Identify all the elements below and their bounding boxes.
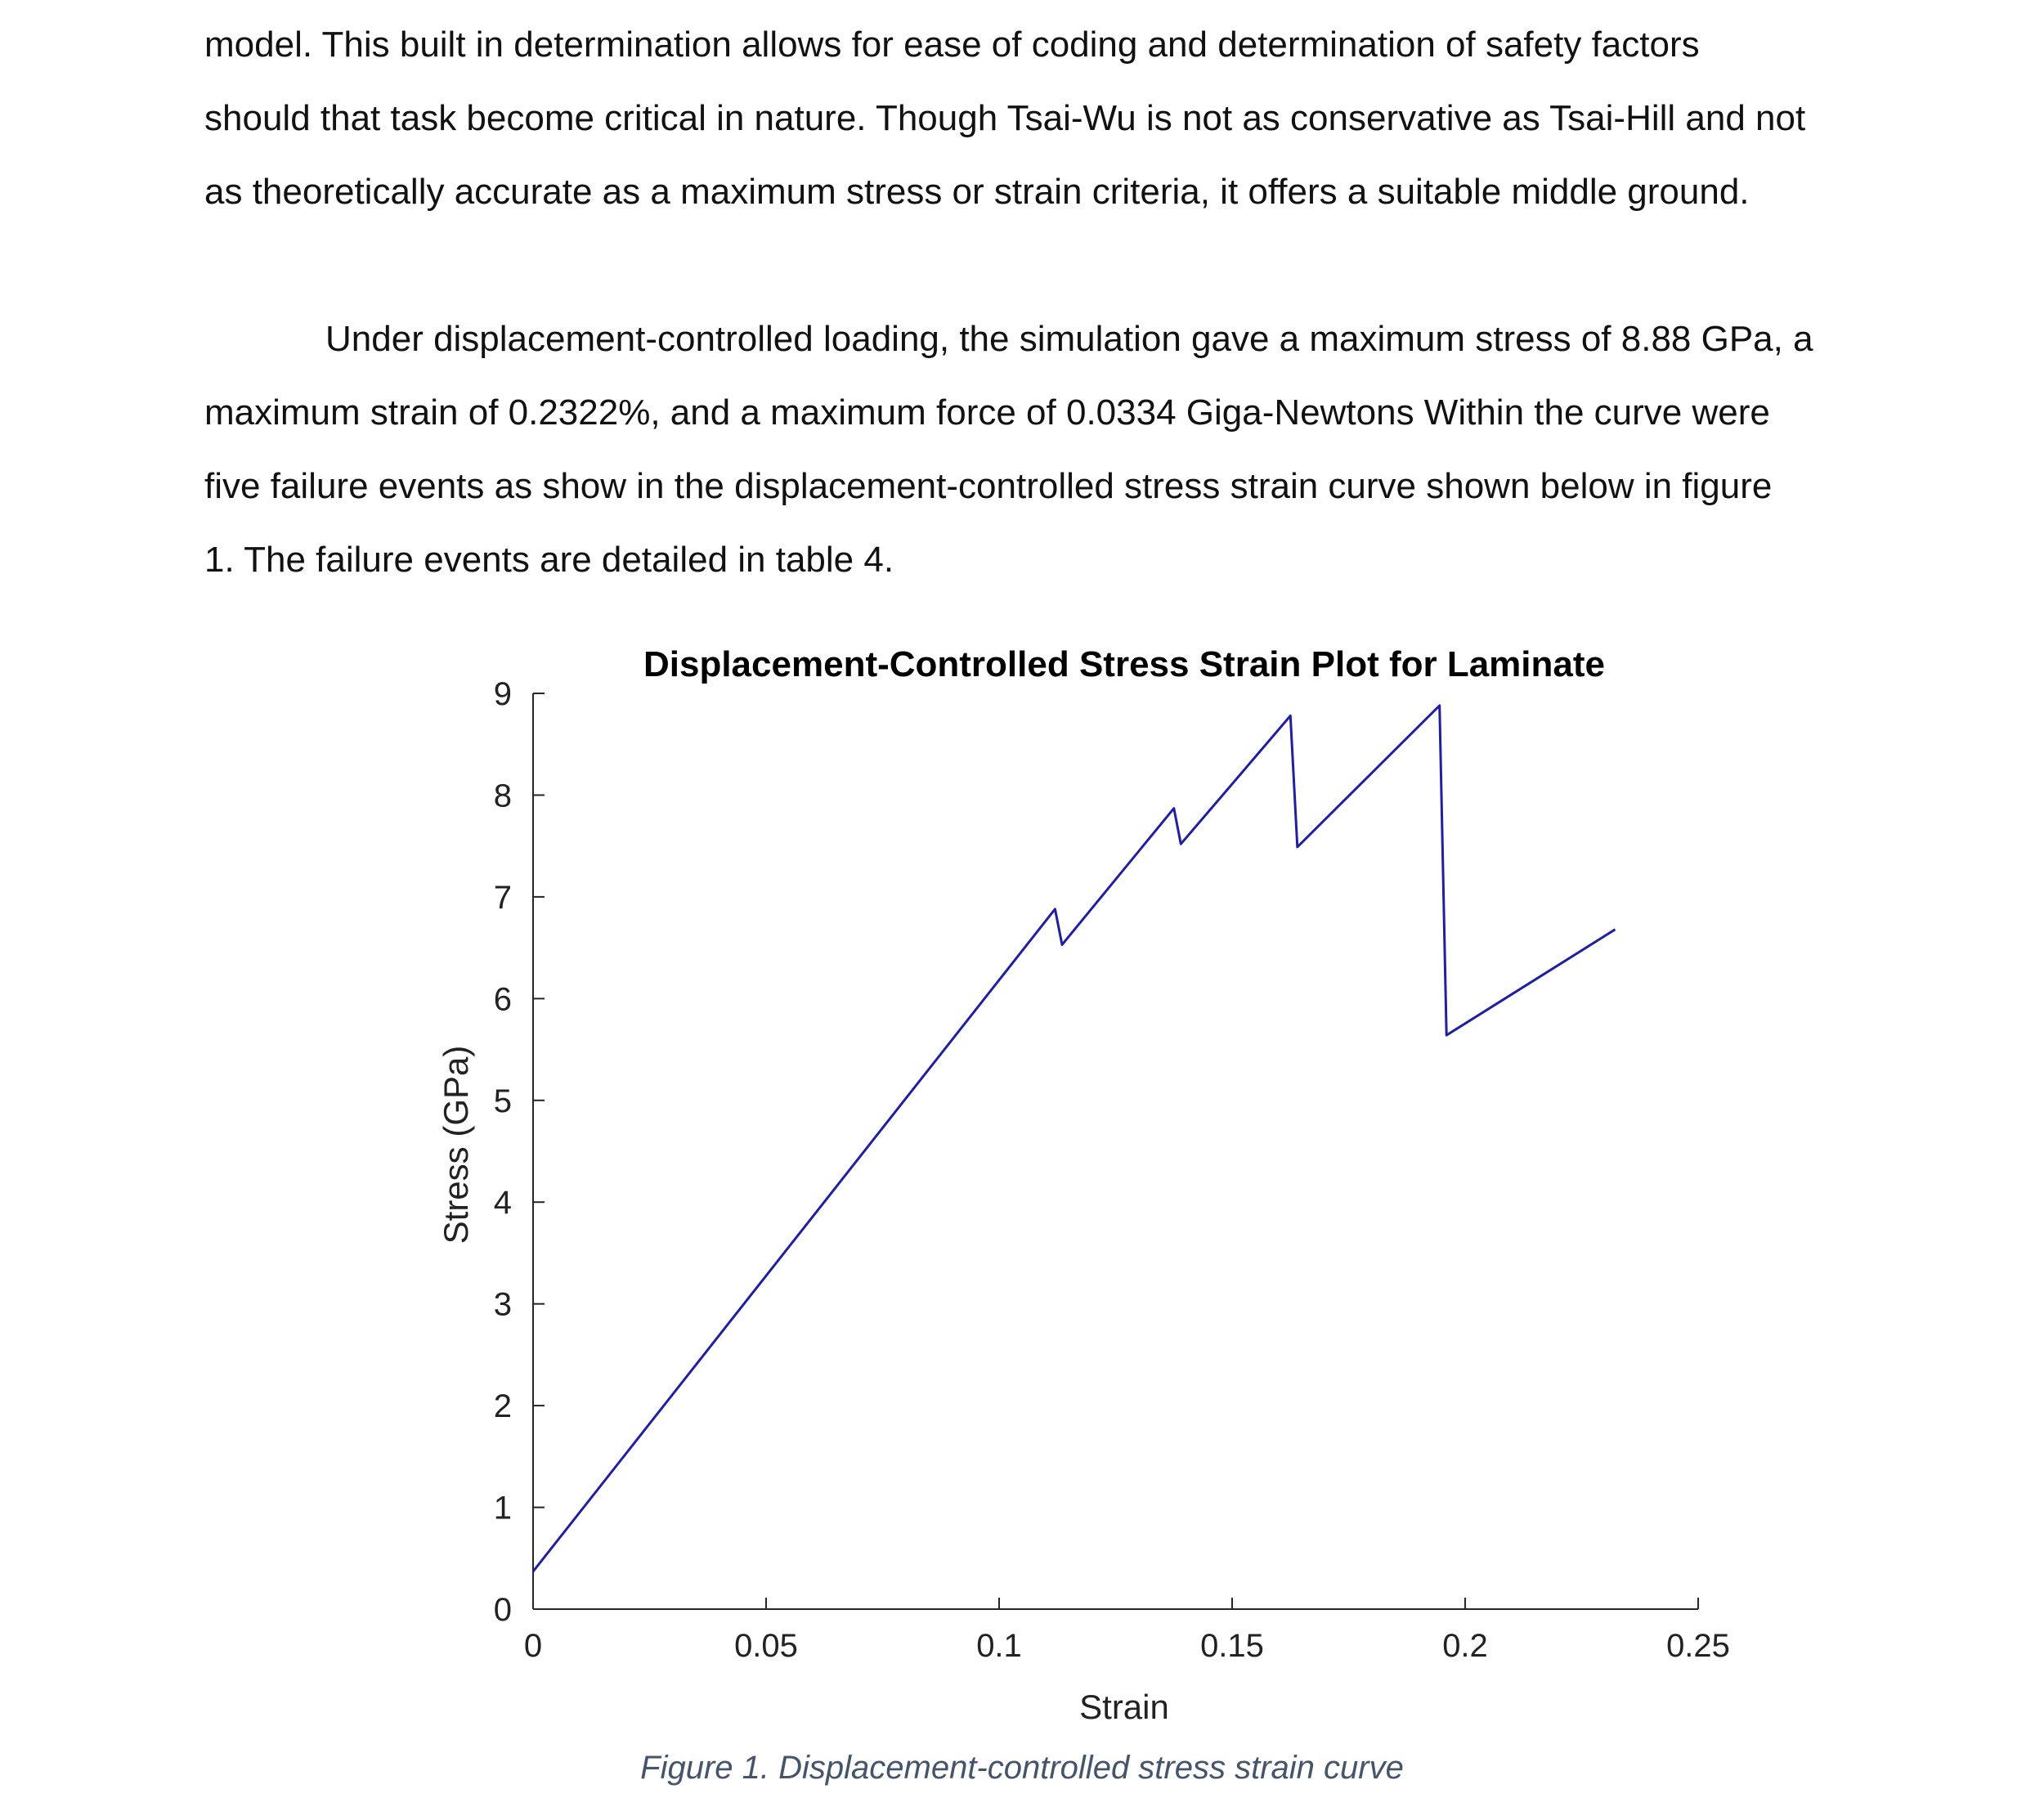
chart-title: Displacement-Controlled Stress Strain Plot for Laminate	[643, 644, 1606, 684]
stress-strain-chart	[425, 630, 1750, 1750]
paragraph-2-line: Under displacement-controlled loading, the simulation gave a maximum stress of 8.88 GPa, a	[325, 319, 1813, 359]
paragraph-2	[204, 303, 1880, 597]
x-tick-label: 0.15	[1200, 1628, 1264, 1664]
chart-series	[533, 706, 1616, 1572]
y-tick-label: 4	[493, 1185, 512, 1222]
x-tick-label: 0	[523, 1628, 543, 1664]
y-tick-label: 3	[493, 1286, 512, 1323]
y-tick-label: 6	[493, 981, 512, 1018]
y-axis-label: Stress (GPa)	[437, 1045, 475, 1244]
y-tick-label: 8	[493, 778, 512, 814]
paragraph-1-line: as theoretically accurate as a maximum stress or strain criteria, it offers a suitable middle ground.	[204, 172, 1750, 212]
y-tick-label: 1	[493, 1490, 512, 1527]
chart-ticks	[494, 676, 1730, 1664]
x-tick-label: 0.1	[976, 1628, 1022, 1664]
y-tick-label: 2	[493, 1388, 512, 1425]
paragraph-2-line: 1. The failure events are detailed in table 4.	[204, 540, 894, 580]
y-tick-label: 9	[493, 676, 512, 712]
stress-strain-figure	[425, 630, 1750, 1750]
x-tick-label: 0.05	[734, 1628, 798, 1664]
y-tick-label: 5	[493, 1083, 512, 1119]
paragraph-1-line: should that task become critical in nature. Though Tsai-Wu is not as conservative as Tsai-Hill and not	[204, 98, 1806, 138]
x-axis-label: Strain	[1079, 1688, 1169, 1726]
paragraph-2-line: five failure events as show in the displacement-controlled stress strain curve shown below in figure	[204, 466, 1773, 506]
chart-axes	[533, 693, 1698, 1609]
paragraph-2-line: maximum strain of 0.2322%, and a maximum force of 0.0334 Giga-Newtons Within the curve were	[204, 392, 1770, 433]
y-tick-label: 0	[493, 1592, 512, 1628]
figure-caption: Figure 1. Displacement-controlled stress strain curve	[640, 1750, 1404, 1786]
paragraph-1-line: model. This built in determination allows for ease of coding and determination of safety factors	[204, 25, 1700, 65]
stress-strain-curve	[533, 706, 1616, 1572]
x-tick-label: 0.2	[1442, 1628, 1488, 1664]
paragraph-1	[204, 8, 1880, 229]
x-tick-label: 0.25	[1666, 1628, 1730, 1664]
y-tick-label: 7	[493, 879, 512, 916]
